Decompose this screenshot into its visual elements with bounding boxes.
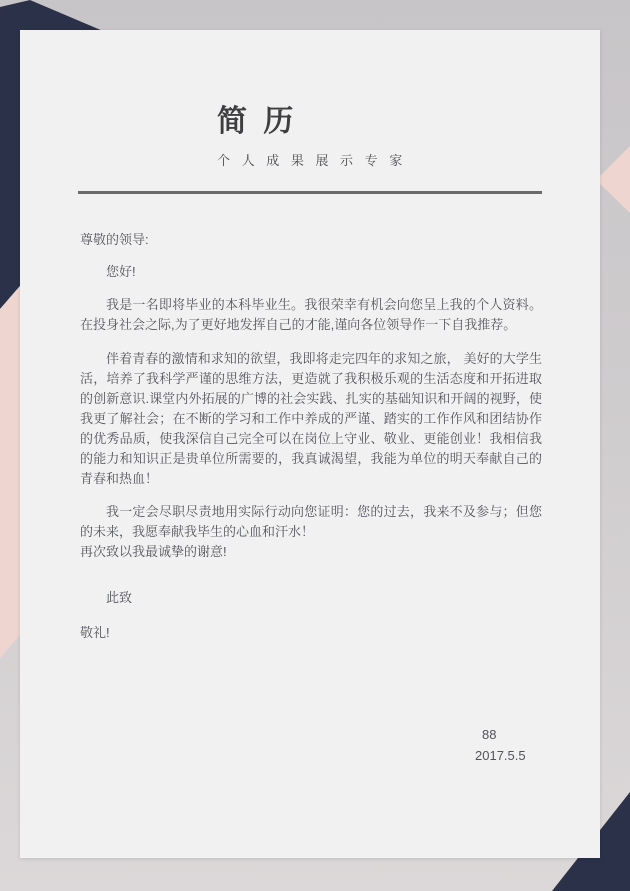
page-title: 简 历 — [217, 105, 298, 138]
closing-line: 此致 — [106, 590, 133, 605]
paragraph-pledge: 我一定会尽职尽责地用实际行动向您证明：您的过去，我来不及参与；但您的未来，我愿奉献我毕生的心血和汗水！ — [80, 504, 542, 539]
letter-body — [80, 230, 542, 643]
letter-page — [20, 30, 600, 858]
greeting-line: 您好! — [106, 264, 136, 279]
pink-right-triangle-shape — [596, 146, 630, 213]
signature-date: 2017.5.5 — [475, 748, 526, 763]
signature-block — [475, 724, 526, 766]
page-header — [217, 107, 406, 168]
paragraph-intro: 我是一名即将毕业的本科毕业生。我很荣幸有机会向您呈上我的个人资料。在投身社会之际,为了更好地发挥自己的才能,谨向各位领导作一下自我推荐。 — [80, 297, 542, 332]
title-divider — [78, 191, 542, 194]
paragraph-thanks: 再次致以我最诚挚的谢意! — [80, 544, 227, 559]
paragraph-main: 伴着青春的激情和求知的欲望，我即将走完四年的求知之旅， 美好的大学生活，培养了我科学严谨的思维方法，更造就了我积极乐观的生活态度和开拓进取的创新意识.课堂内外拓展的广博的社会实践、扎实的基础知识和开阔的视野，使我更了解社会；在不断的学习和工作中养成的严谨、踏实的工作作风和团结协作的优秀品质，使我深信自己完全可以在岗位上守业、敬业、更能创业！我相信我的能力和知识正是贵单位所需要的，我真诚渴望，我能为单位的明天奉献自己的青春和热血！ — [80, 351, 542, 486]
salutation-line: 尊敬的领导: — [80, 232, 149, 247]
page-subtitle: 个 人 成 果 展 示 专 家 — [217, 153, 407, 168]
salute-line: 敬礼! — [80, 625, 110, 640]
signature-name: 88 — [482, 727, 497, 742]
